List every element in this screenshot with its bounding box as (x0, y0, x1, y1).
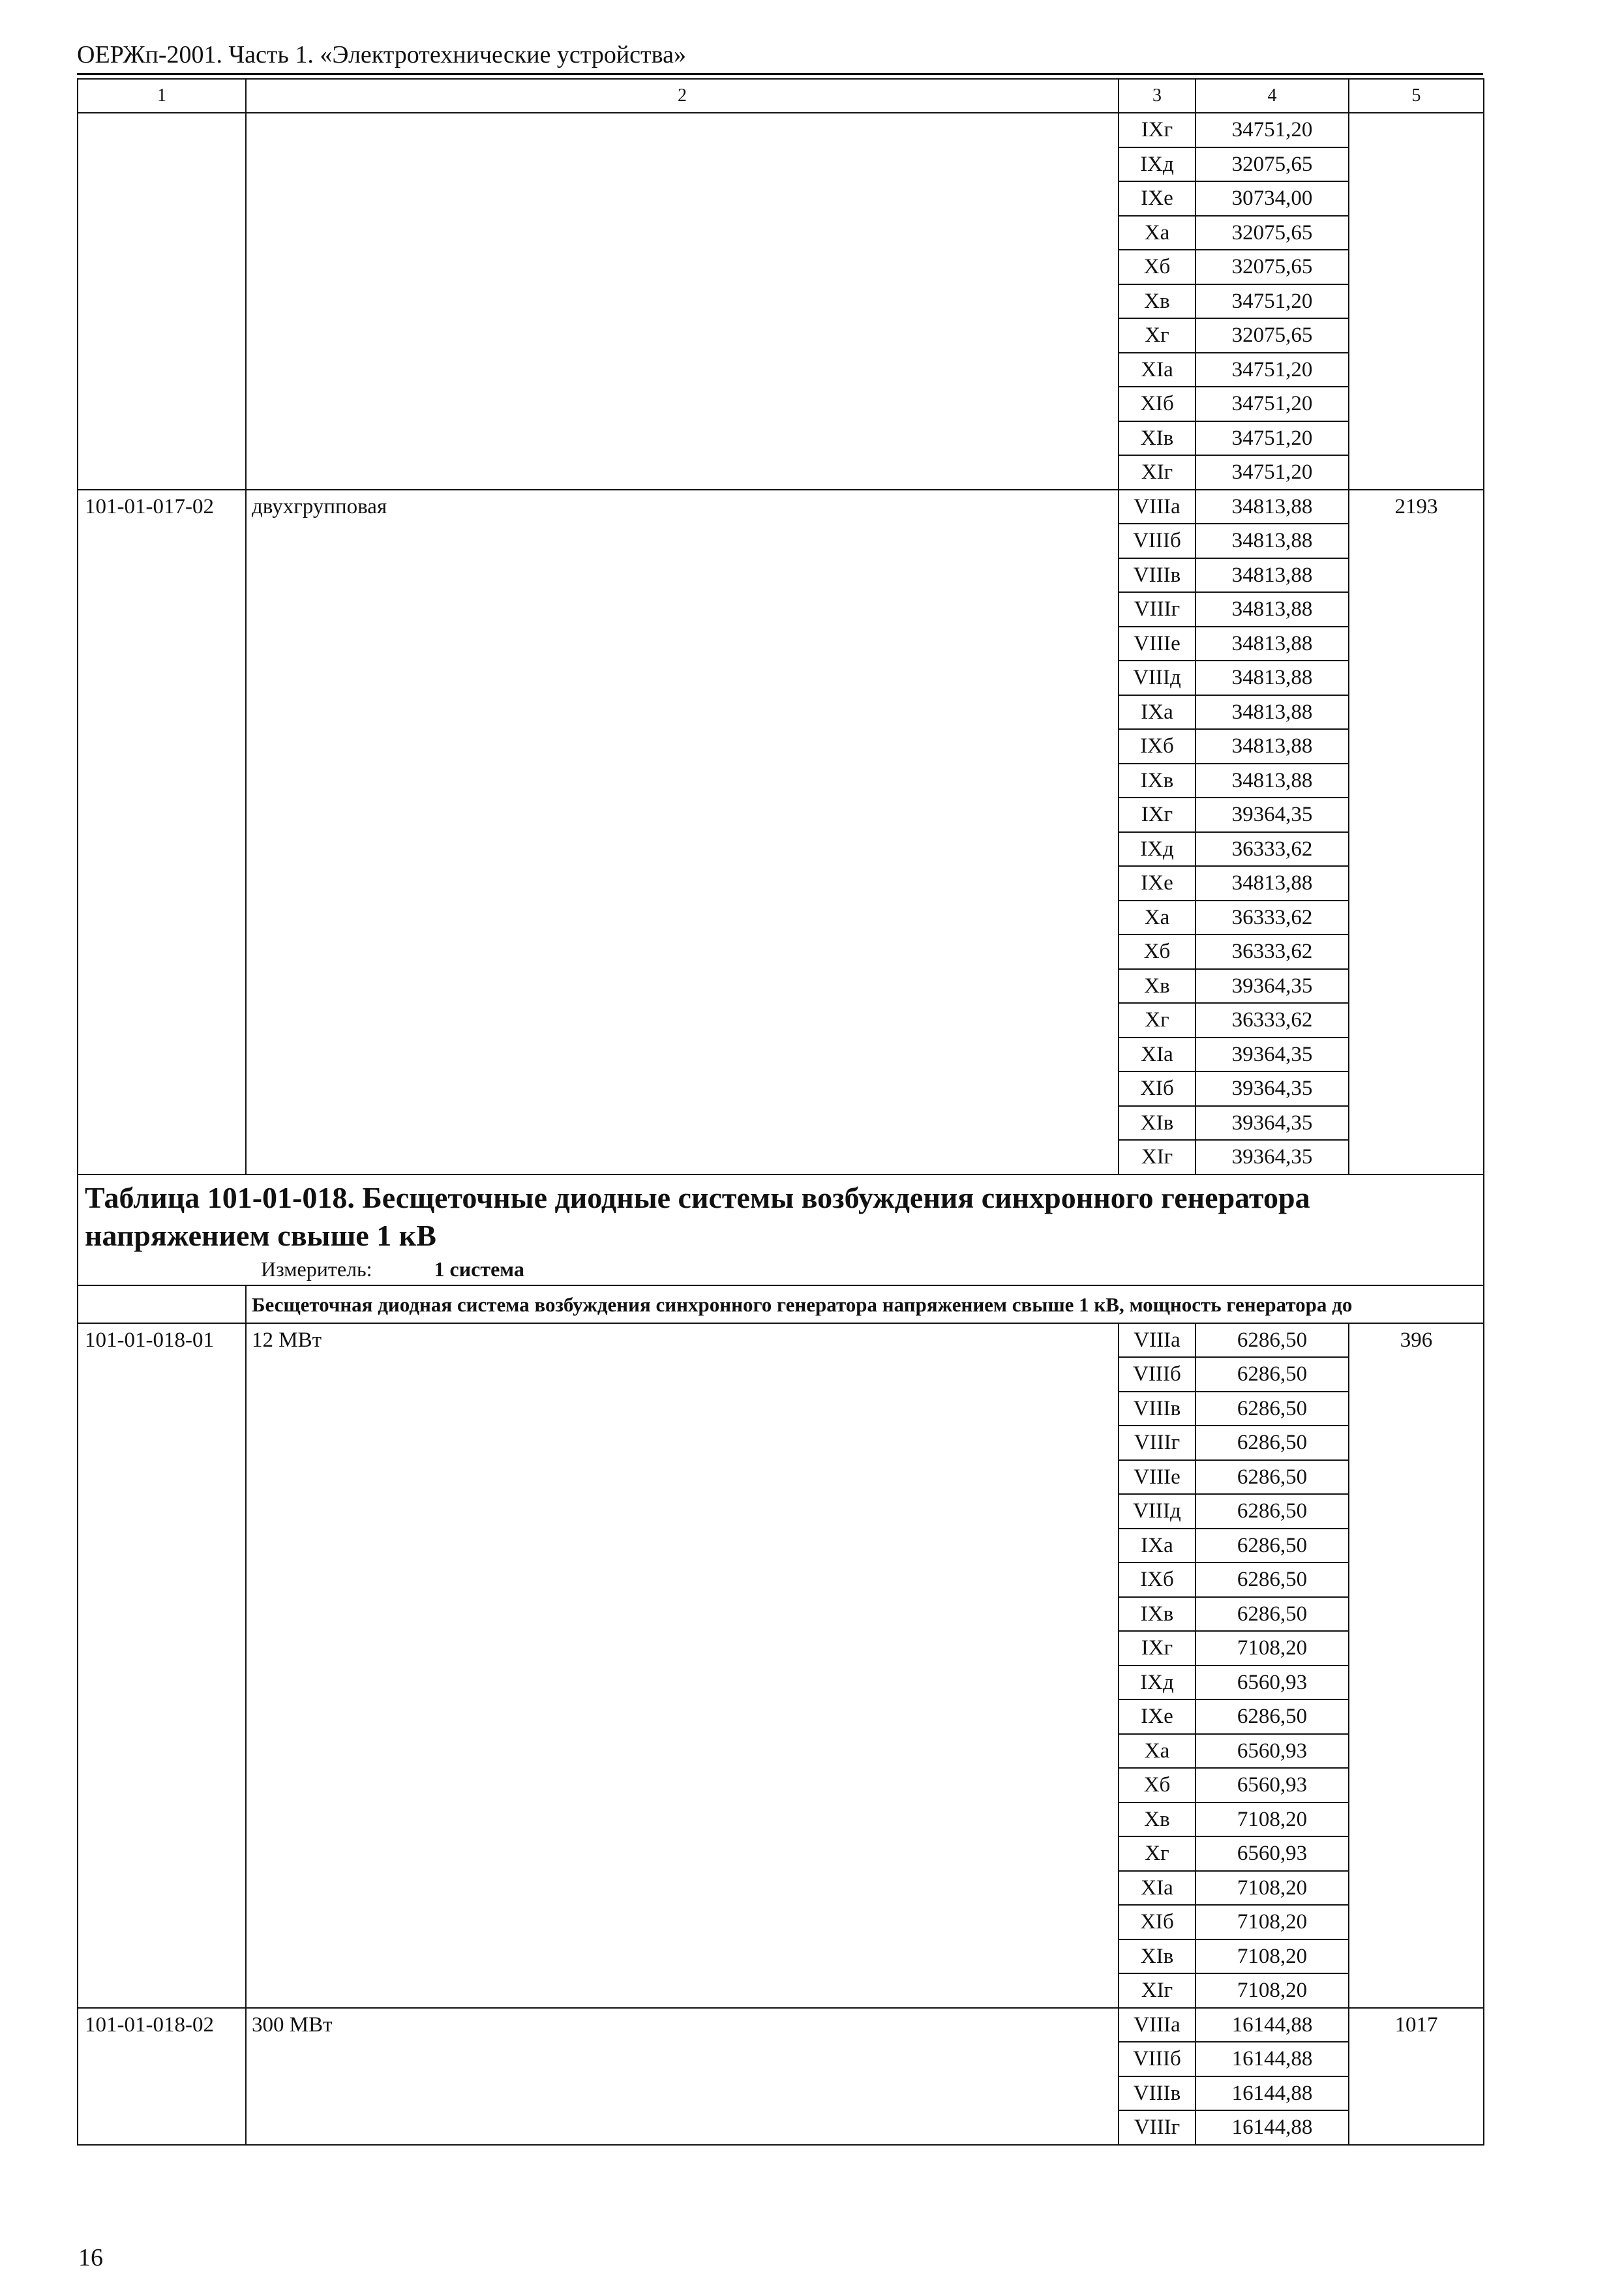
zone-cell: VIIIa (1119, 1323, 1195, 1358)
table-row (78, 2008, 1484, 2042)
item-quantity (1349, 113, 1484, 490)
price-cell: 6560,93 (1195, 1768, 1349, 1803)
price-cell: 36333,62 (1195, 1003, 1349, 1038)
price-cell: 6286,50 (1195, 1529, 1349, 1563)
column-number: 5 (1349, 79, 1484, 113)
price-cell: 34813,88 (1195, 627, 1349, 661)
price-cell: 6560,93 (1195, 1666, 1349, 1700)
price-cell: 34751,20 (1195, 421, 1349, 456)
price-cell: 34813,88 (1195, 695, 1349, 730)
zone-cell: IXв (1119, 1597, 1195, 1632)
price-cell: 39364,35 (1195, 1106, 1349, 1141)
zone-cell: XIб (1119, 1905, 1195, 1939)
item-code: 101-01-018-01 (78, 1323, 246, 2008)
zone-cell: VIIIв (1119, 558, 1195, 593)
table-title: Таблица 101-01-018. Бесщеточные диодные системы возбуждения синхронного генератора напряжением свыше 1 кВ (85, 1180, 1310, 1252)
price-cell: 6286,50 (1195, 1357, 1349, 1392)
price-cell: 39364,35 (1195, 798, 1349, 832)
zone-cell: XIб (1119, 387, 1195, 421)
rates-table-body (78, 79, 1484, 2145)
item-code: 101-01-018-02 (78, 2008, 246, 2145)
zone-cell: Xб (1119, 935, 1195, 969)
table-row (78, 490, 1484, 524)
zone-cell: Xв (1119, 969, 1195, 1004)
zone-cell: VIIIе (1119, 1460, 1195, 1495)
price-cell: 34813,88 (1195, 729, 1349, 764)
zone-cell: VIIIе (1119, 627, 1195, 661)
price-cell: 39364,35 (1195, 1038, 1349, 1072)
zone-cell: Xг (1119, 1003, 1195, 1038)
zone-cell: IXг (1119, 113, 1195, 147)
table-row (78, 113, 1484, 147)
zone-cell: Xб (1119, 250, 1195, 284)
zone-cell: Xв (1119, 284, 1195, 319)
table-title-cell (78, 1174, 1484, 1285)
zone-cell: Xб (1119, 1768, 1195, 1803)
zone-cell: IXб (1119, 729, 1195, 764)
price-cell: 7108,20 (1195, 1803, 1349, 1837)
zone-cell: VIIIв (1119, 2076, 1195, 2111)
zone-cell: XIa (1119, 1038, 1195, 1072)
price-cell: 16144,88 (1195, 2042, 1349, 2076)
price-cell: 6560,93 (1195, 1836, 1349, 1871)
header-rule (77, 73, 1483, 75)
zone-cell: IXa (1119, 695, 1195, 730)
price-cell: 34813,88 (1195, 764, 1349, 798)
price-cell: 7108,20 (1195, 1905, 1349, 1939)
price-cell: 6286,50 (1195, 1460, 1349, 1495)
table-title-row (78, 1174, 1484, 1285)
column-number: 2 (246, 79, 1119, 113)
zone-cell: VIIIб (1119, 1357, 1195, 1392)
column-number-row (78, 79, 1484, 113)
zone-cell: XIг (1119, 455, 1195, 490)
price-cell: 7108,20 (1195, 1973, 1349, 2008)
price-cell: 34751,20 (1195, 284, 1349, 319)
unit-label: Измеритель: (261, 1257, 372, 1281)
price-cell: 6560,93 (1195, 1734, 1349, 1769)
price-cell: 16144,88 (1195, 2076, 1349, 2111)
price-cell: 34813,88 (1195, 866, 1349, 901)
price-cell: 34751,20 (1195, 387, 1349, 421)
item-description: двухгрупповая (246, 490, 1119, 1174)
price-cell: 6286,50 (1195, 1426, 1349, 1460)
price-cell: 30734,00 (1195, 181, 1349, 216)
zone-cell: XIв (1119, 1106, 1195, 1141)
zone-cell: IXд (1119, 1666, 1195, 1700)
price-cell: 7108,20 (1195, 1871, 1349, 1906)
zone-cell: XIг (1119, 1973, 1195, 2008)
price-cell: 34813,88 (1195, 524, 1349, 558)
price-cell: 6286,50 (1195, 1699, 1349, 1734)
page-header: ОЕРЖп-2001. Часть 1. «Электротехнические устройства» (77, 41, 686, 68)
zone-cell: IXг (1119, 1631, 1195, 1666)
zone-cell: Xг (1119, 318, 1195, 353)
zone-cell: Xг (1119, 1836, 1195, 1871)
price-cell: 32075,65 (1195, 147, 1349, 182)
item-code: 101-01-017-02 (78, 490, 246, 1174)
zone-cell: XIв (1119, 1939, 1195, 1974)
zone-cell: Xa (1119, 1734, 1195, 1769)
price-cell: 34813,88 (1195, 490, 1349, 524)
price-cell: 16144,88 (1195, 2110, 1349, 2145)
item-code (78, 113, 246, 490)
unit-value: 1 система (434, 1257, 524, 1281)
section-header-row (78, 1285, 1484, 1323)
price-cell: 39364,35 (1195, 1071, 1349, 1106)
zone-cell: VIIIд (1119, 661, 1195, 695)
price-cell: 39364,35 (1195, 969, 1349, 1004)
zone-cell: Xa (1119, 216, 1195, 250)
table-row (78, 1323, 1484, 1358)
price-cell: 6286,50 (1195, 1323, 1349, 1358)
item-description: 12 МВт (246, 1323, 1119, 2008)
price-cell: 6286,50 (1195, 1494, 1349, 1529)
price-cell: 6286,50 (1195, 1392, 1349, 1426)
price-cell: 32075,65 (1195, 318, 1349, 353)
zone-cell: VIIIб (1119, 524, 1195, 558)
page-number: 16 (78, 2244, 103, 2271)
price-cell: 34813,88 (1195, 592, 1349, 627)
item-quantity: 1017 (1349, 2008, 1484, 2145)
zone-cell: XIб (1119, 1071, 1195, 1106)
zone-cell: VIIIг (1119, 592, 1195, 627)
zone-cell: VIIIв (1119, 1392, 1195, 1426)
zone-cell: Xв (1119, 1803, 1195, 1837)
zone-cell: IXa (1119, 1529, 1195, 1563)
zone-cell: XIг (1119, 1140, 1195, 1174)
rates-table (77, 78, 1484, 2146)
zone-cell: Xa (1119, 901, 1195, 935)
unit-line (85, 1256, 1477, 1282)
zone-cell: IXе (1119, 181, 1195, 216)
price-cell: 36333,62 (1195, 901, 1349, 935)
zone-cell: IXд (1119, 832, 1195, 867)
price-cell: 34813,88 (1195, 558, 1349, 593)
section-header-empty (78, 1285, 246, 1323)
column-number: 3 (1119, 79, 1195, 113)
zone-cell: XIa (1119, 353, 1195, 387)
zone-cell: VIIIa (1119, 2008, 1195, 2042)
price-cell: 34751,20 (1195, 113, 1349, 147)
zone-cell: VIIIд (1119, 1494, 1195, 1529)
price-cell: 34751,20 (1195, 353, 1349, 387)
item-quantity: 396 (1349, 1323, 1484, 2008)
zone-cell: VIIIг (1119, 1426, 1195, 1460)
item-description: 300 МВт (246, 2008, 1119, 2145)
zone-cell: IXе (1119, 866, 1195, 901)
price-cell: 6286,50 (1195, 1597, 1349, 1632)
zone-cell: XIa (1119, 1871, 1195, 1906)
zone-cell: IXе (1119, 1699, 1195, 1734)
zone-cell: IXб (1119, 1563, 1195, 1597)
item-description (246, 113, 1119, 490)
zone-cell: IXг (1119, 798, 1195, 832)
price-cell: 16144,88 (1195, 2008, 1349, 2042)
price-cell: 32075,65 (1195, 250, 1349, 284)
price-cell: 36333,62 (1195, 935, 1349, 969)
price-cell: 34813,88 (1195, 661, 1349, 695)
price-cell: 34751,20 (1195, 455, 1349, 490)
section-header: Бесщеточная диодная система возбуждения синхронного генератора напряжением свыше 1 кВ, мощность генератора до (246, 1285, 1484, 1323)
price-cell: 36333,62 (1195, 832, 1349, 867)
price-cell: 7108,20 (1195, 1939, 1349, 1974)
column-number: 1 (78, 79, 246, 113)
zone-cell: IXд (1119, 147, 1195, 182)
column-number: 4 (1195, 79, 1349, 113)
item-quantity: 2193 (1349, 490, 1484, 1174)
zone-cell: VIIIб (1119, 2042, 1195, 2076)
zone-cell: XIв (1119, 421, 1195, 456)
zone-cell: VIIIг (1119, 2110, 1195, 2145)
price-cell: 7108,20 (1195, 1631, 1349, 1666)
price-cell: 39364,35 (1195, 1140, 1349, 1174)
zone-cell: IXв (1119, 764, 1195, 798)
zone-cell: VIIIa (1119, 490, 1195, 524)
price-cell: 32075,65 (1195, 216, 1349, 250)
price-cell: 6286,50 (1195, 1563, 1349, 1597)
